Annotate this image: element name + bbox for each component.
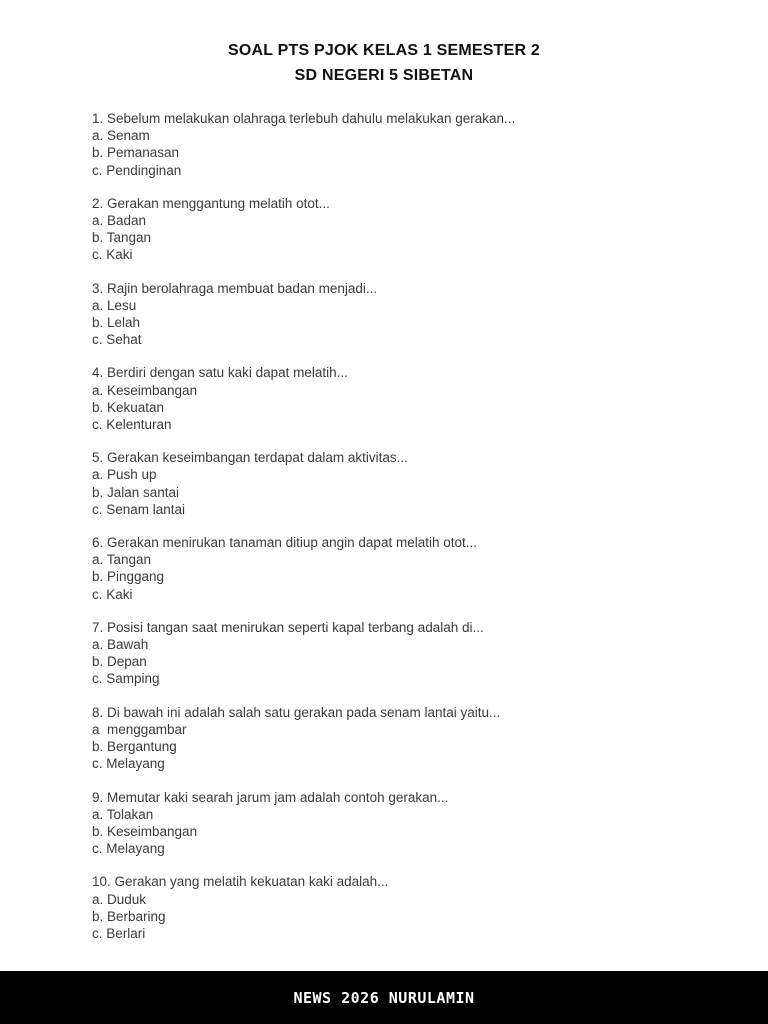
document-title-line2: SD NEGERI 5 SIBETAN <box>294 67 474 84</box>
question-text: 7. Posisi tangan saat menirukan seperti kapal terbang adalah di... <box>92 619 484 635</box>
option-text: b. Jalan santai <box>92 484 180 500</box>
question-block <box>92 704 698 773</box>
watermark-banner <box>0 971 768 1024</box>
question-block <box>92 449 698 518</box>
question-block <box>92 789 698 858</box>
option-text: c. Kaki <box>92 247 133 263</box>
question-block <box>92 873 698 942</box>
watermark-text: NEWS 2026 NURULAMIN <box>293 988 475 1007</box>
question-block <box>92 364 698 433</box>
question-text: 3. Rajin berolahraga membuat badan menjadi... <box>92 280 378 296</box>
option-text: a. Tolakan <box>92 806 154 822</box>
option-text: a. Lesu <box>92 297 137 313</box>
option-text: a. Badan <box>92 213 147 229</box>
question-block <box>92 534 698 603</box>
document-title-line1: SOAL PTS PJOK KELAS 1 SEMESTER 2 <box>228 42 540 59</box>
option-text: a menggambar <box>92 721 187 737</box>
question-block <box>92 195 698 264</box>
option-text: a. Tangan <box>92 552 152 568</box>
document-header <box>0 0 768 88</box>
option-text: a. Bawah <box>92 637 149 653</box>
option-text: c. Berlari <box>92 925 146 941</box>
option-text: c. Kaki <box>92 586 133 602</box>
question-text: 2. Gerakan menggantung melatih otot... <box>92 195 330 211</box>
option-text: a. Senam <box>92 128 150 144</box>
option-text: c. Pendinginan <box>92 162 182 178</box>
option-text: b. Pemanasan <box>92 145 180 161</box>
option-text: c. Kelenturan <box>92 417 172 433</box>
option-text: a. Push up <box>92 467 157 483</box>
option-text: b. Keseimbangan <box>92 823 198 839</box>
question-text: 9. Memutar kaki searah jarum jam adalah contoh gerakan... <box>92 789 449 805</box>
option-text: b. Berbaring <box>92 908 166 924</box>
option-text: a. Duduk <box>92 891 147 907</box>
option-text: b. Depan <box>92 654 147 670</box>
option-text: a. Keseimbangan <box>92 382 198 398</box>
option-text: b. Kekuatan <box>92 399 165 415</box>
question-text: 6. Gerakan menirukan tanaman ditiup angin dapat melatih otot... <box>92 535 477 551</box>
question-text: 4. Berdiri dengan satu kaki dapat melatih... <box>92 365 348 381</box>
option-text: b. Pinggang <box>92 569 165 585</box>
question-block <box>92 110 698 179</box>
option-text: b. Bergantung <box>92 739 177 755</box>
question-block <box>92 619 698 688</box>
option-text: b. Lelah <box>92 315 141 331</box>
option-text: c. Melayang <box>92 841 165 857</box>
question-text: 8. Di bawah ini adalah salah satu gerakan pada senam lantai yaitu... <box>92 704 501 720</box>
question-text: 10. Gerakan yang melatih kekuatan kaki adalah... <box>92 874 389 890</box>
option-text: c. Melayang <box>92 756 165 772</box>
option-text: c. Senam lantai <box>92 501 186 517</box>
question-text: 5. Gerakan keseimbangan terdapat dalam aktivitas... <box>92 450 408 466</box>
question-list <box>0 110 768 942</box>
option-text: c. Sehat <box>92 332 142 348</box>
question-block <box>92 280 698 349</box>
option-text: b. Tangan <box>92 230 152 246</box>
option-text: c. Samping <box>92 671 160 687</box>
question-text: 1. Sebelum melakukan olahraga terlebuh dahulu melakukan gerakan... <box>92 111 516 126</box>
